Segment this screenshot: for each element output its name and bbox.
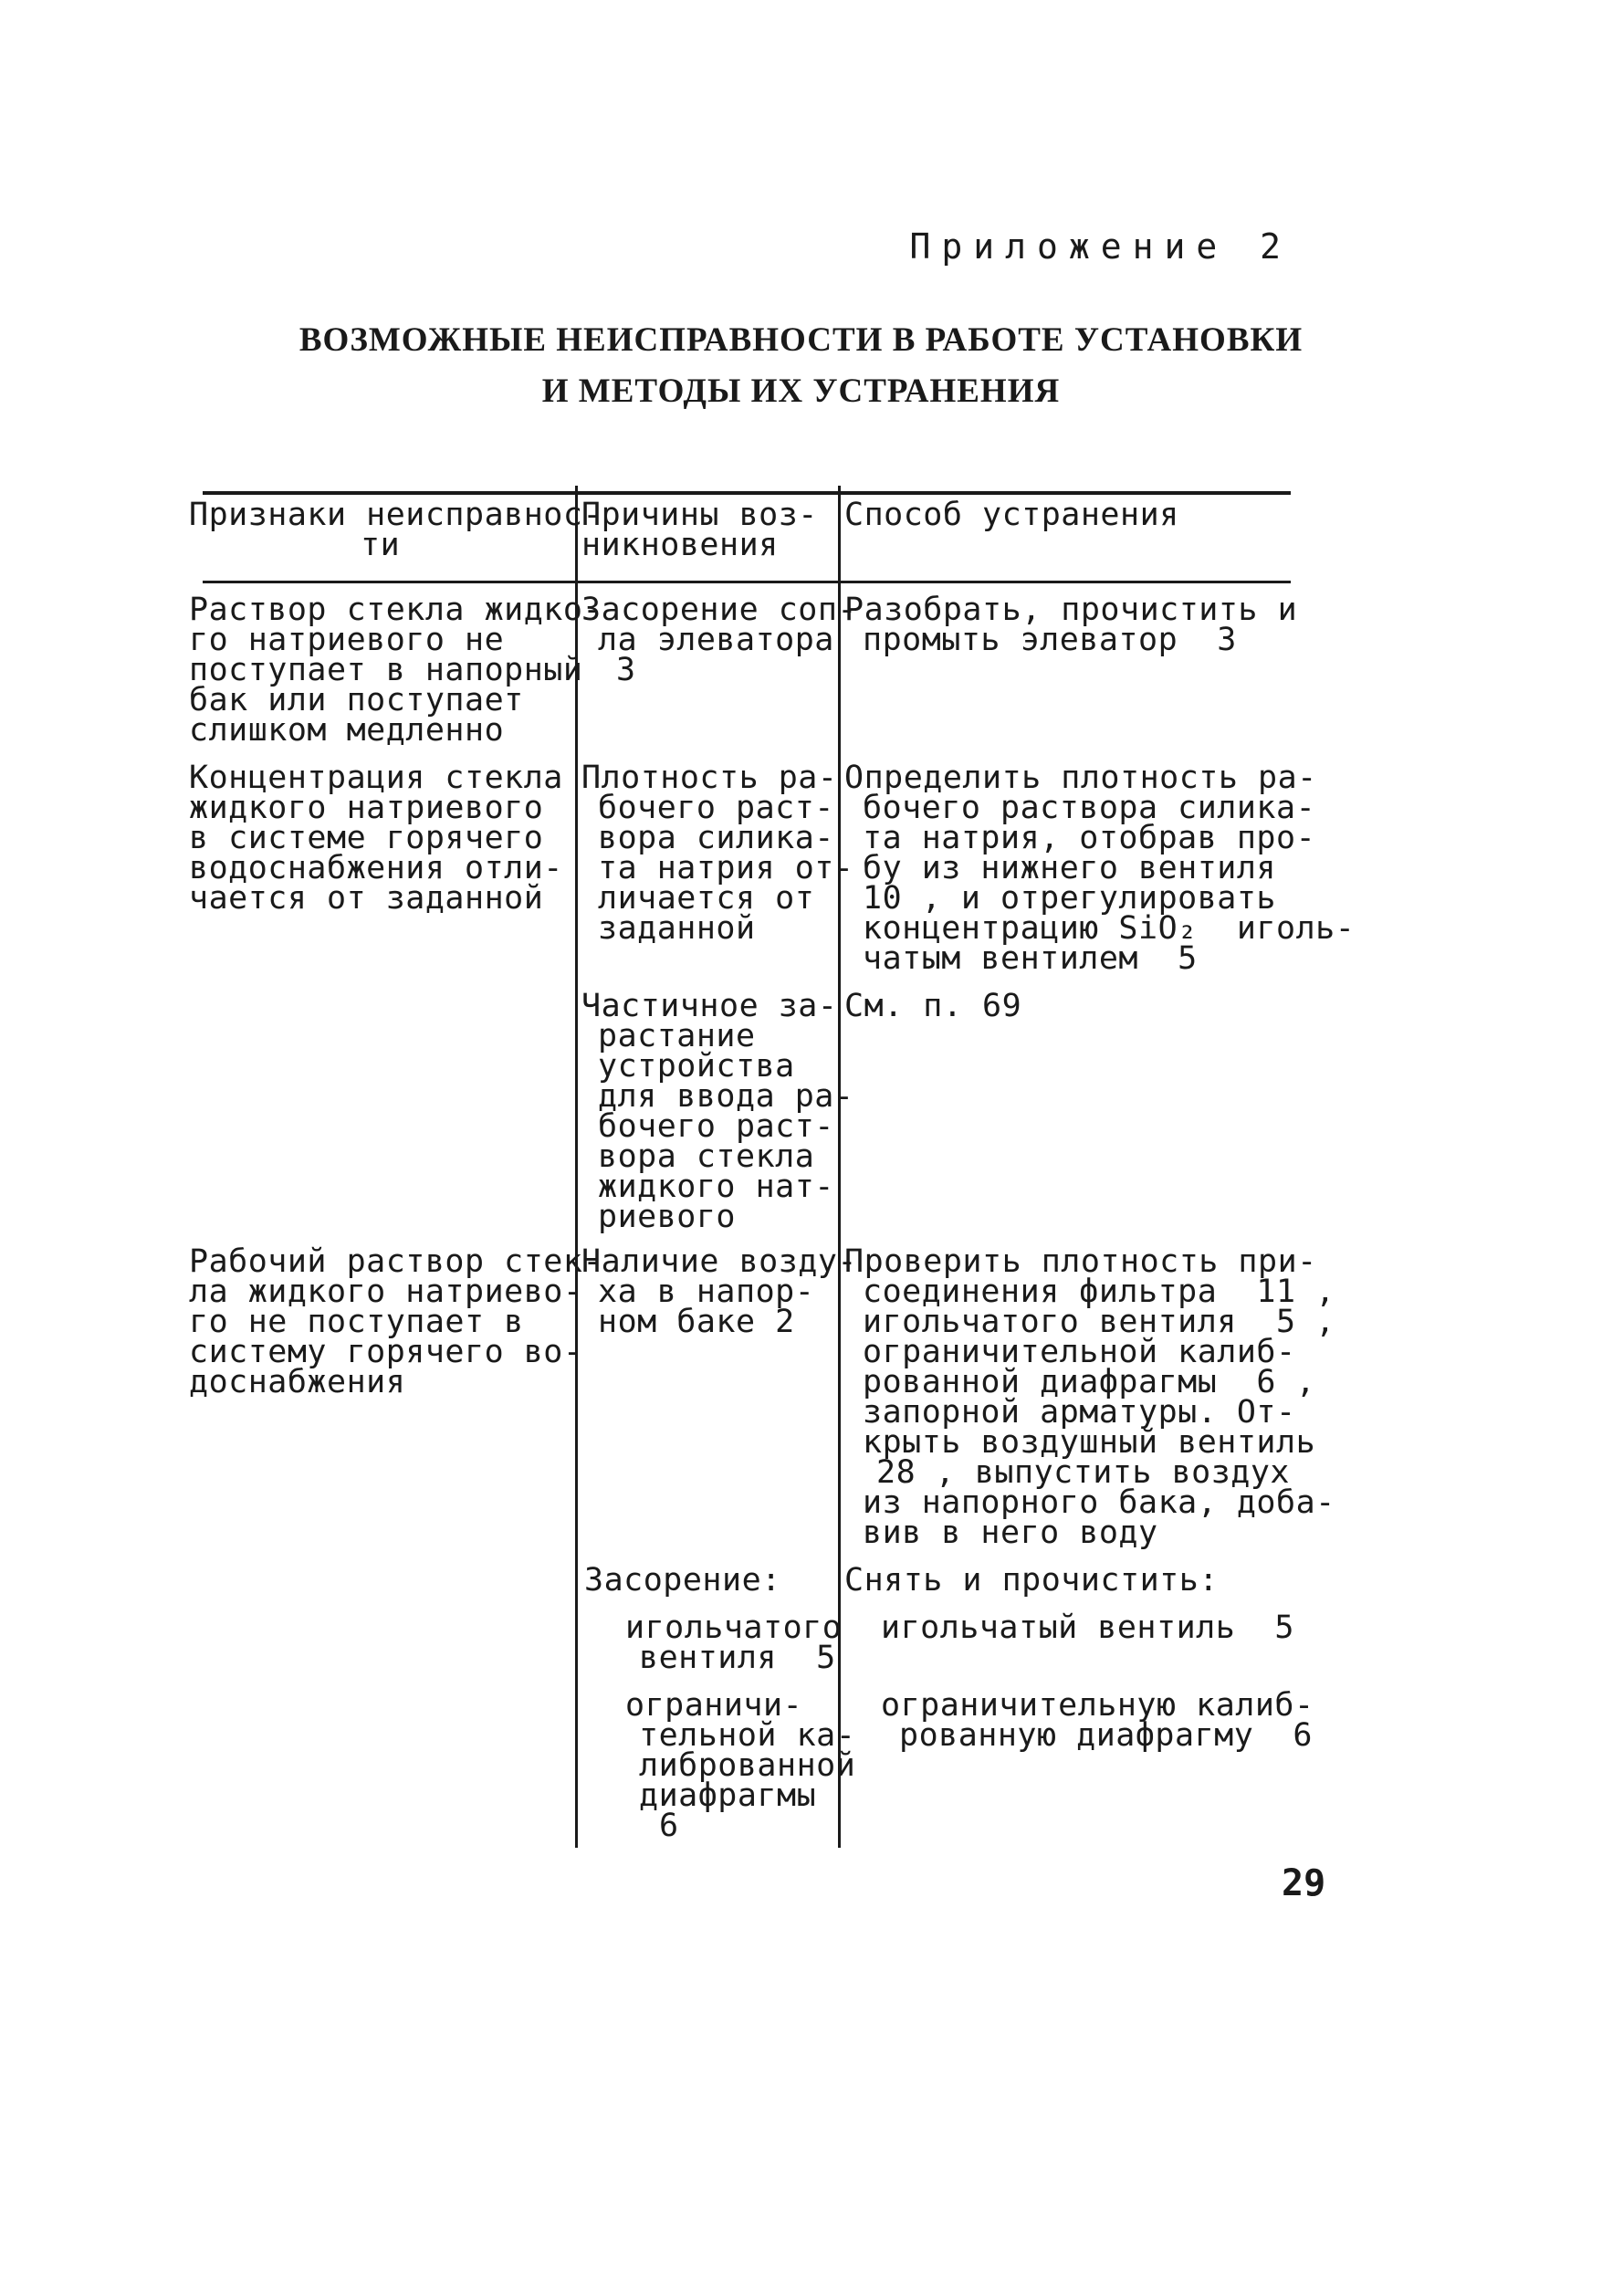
method-text: ограничительной калиб- bbox=[863, 1334, 1296, 1370]
cause-text: Частичное за- bbox=[581, 988, 838, 1024]
cause-text: ограничи- bbox=[625, 1687, 803, 1724]
page-number: 29 bbox=[1282, 1862, 1326, 1904]
method-text: Снять и прочистить: bbox=[844, 1562, 1219, 1599]
sign-text: ла жидкого натриево- bbox=[189, 1274, 583, 1310]
cause-text: Засорение: bbox=[584, 1562, 781, 1599]
cause-text: Плотность ра- bbox=[581, 760, 838, 796]
method-text: Определить плотность ра- bbox=[844, 760, 1317, 796]
header-signs-line-1: Признаки неисправнос- bbox=[189, 497, 603, 533]
method-text: 10 , и отрегулировать bbox=[863, 880, 1277, 917]
cause-text: тельной ка- bbox=[639, 1717, 856, 1754]
cause-text: вора силика- bbox=[598, 820, 834, 856]
method-text: См. п. 69 bbox=[844, 988, 1022, 1024]
sign-text: в системе горячего bbox=[189, 820, 544, 856]
method-text: бочего раствора силика- bbox=[863, 790, 1316, 826]
method-text: чатым вентилем 5 bbox=[863, 940, 1198, 977]
method-text: рованную диафрагму 6 bbox=[899, 1717, 1314, 1754]
sign-text: водоснабжения отли- bbox=[189, 850, 563, 886]
sign-text: Раствор стекла жидко- bbox=[189, 592, 603, 628]
cause-text: ном баке 2 bbox=[598, 1304, 795, 1340]
method-text: крыть воздушный вентиль bbox=[863, 1424, 1316, 1461]
sign-text: Концентрация стекла bbox=[189, 760, 563, 796]
method-text: бу из нижнего вентиля bbox=[863, 850, 1277, 886]
method-text: запорной арматуры. От- bbox=[863, 1394, 1296, 1431]
cause-text: растание bbox=[598, 1018, 756, 1054]
method-text: Проверить плотность при- bbox=[844, 1243, 1317, 1280]
cause-text: та натрия от- bbox=[598, 850, 854, 886]
sign-text: го натриевого не bbox=[189, 622, 505, 658]
appendix-heading: Приложение 2 bbox=[909, 226, 1292, 267]
method-text: вив в него воду bbox=[863, 1515, 1158, 1551]
method-text: Разобрать, прочистить и bbox=[844, 592, 1298, 628]
sign-text: систему горячего во- bbox=[189, 1334, 583, 1370]
method-text: игольчатый вентиль 5 bbox=[881, 1609, 1295, 1646]
document-title-line-2: И МЕТОДЫ ИХ УСТРАНЕНИЯ bbox=[541, 372, 1061, 410]
sign-text: чается от заданной bbox=[189, 880, 544, 917]
cause-text: для ввода ра- bbox=[598, 1078, 854, 1115]
sign-text: жидкого натриевого bbox=[189, 790, 544, 826]
method-text: промыть элеватор 3 bbox=[863, 622, 1237, 658]
cause-text: бочего раст- bbox=[598, 790, 834, 826]
sign-text: доснабжения bbox=[189, 1364, 406, 1400]
method-text: рованной диафрагмы 6 , bbox=[863, 1364, 1316, 1400]
cause-text: ха в напор- bbox=[598, 1274, 815, 1310]
cause-text: игольчатого bbox=[625, 1609, 843, 1646]
document-title-line-1: ВОЗМОЖНЫЕ НЕИСПРАВНОСТИ В РАБОТЕ УСТАНОВКИ bbox=[298, 321, 1304, 359]
cause-text: жидкого нат- bbox=[598, 1169, 834, 1205]
sign-text: Рабочий раствор стек- bbox=[189, 1243, 603, 1280]
cause-text: вентиля 5 bbox=[639, 1640, 836, 1676]
method-text: соединения фильтра 11 , bbox=[863, 1274, 1335, 1310]
header-signs-line-2: ти bbox=[361, 527, 401, 563]
cause-text: риевого bbox=[598, 1199, 737, 1235]
cause-text: бочего раст- bbox=[598, 1108, 834, 1145]
cause-text: заданной bbox=[598, 910, 756, 947]
cause-text: 3 bbox=[616, 652, 636, 688]
header-causes-line-1: Причины воз- bbox=[581, 497, 818, 533]
table-top-rule bbox=[203, 491, 1291, 495]
cause-text: Наличие возду- bbox=[581, 1243, 858, 1280]
method-text: 28 , выпустить воздух bbox=[876, 1454, 1291, 1491]
method-text: игольчатого вентиля 5 , bbox=[863, 1304, 1335, 1340]
method-text: из напорного бака, доба- bbox=[863, 1484, 1335, 1521]
method-text: концентрацию SiO₂ иголь- bbox=[863, 910, 1356, 947]
cause-text: 6 bbox=[659, 1808, 679, 1844]
cause-text: личается от bbox=[598, 880, 815, 917]
column-divider-1 bbox=[575, 486, 578, 1848]
cause-text: Засорение соп- bbox=[581, 592, 858, 628]
header-method: Способ устранения bbox=[844, 497, 1179, 533]
cause-text: диафрагмы bbox=[639, 1777, 817, 1814]
method-text: ограничительную калиб- bbox=[881, 1687, 1314, 1724]
header-causes-line-2: никновения bbox=[581, 527, 779, 563]
sign-text: го не поступает в bbox=[189, 1304, 524, 1340]
cause-text: либрованной bbox=[639, 1747, 856, 1784]
method-text: та натрия, отобрав про- bbox=[863, 820, 1316, 856]
cause-text: ла элеватора bbox=[598, 622, 834, 658]
sign-text: поступает в напорный bbox=[189, 652, 583, 688]
sign-text: бак или поступает bbox=[189, 682, 524, 718]
table-header-rule bbox=[203, 581, 1291, 583]
cause-text: вора стекла bbox=[598, 1138, 815, 1175]
sign-text: слишком медленно bbox=[189, 712, 505, 749]
cause-text: устройства bbox=[598, 1048, 795, 1085]
